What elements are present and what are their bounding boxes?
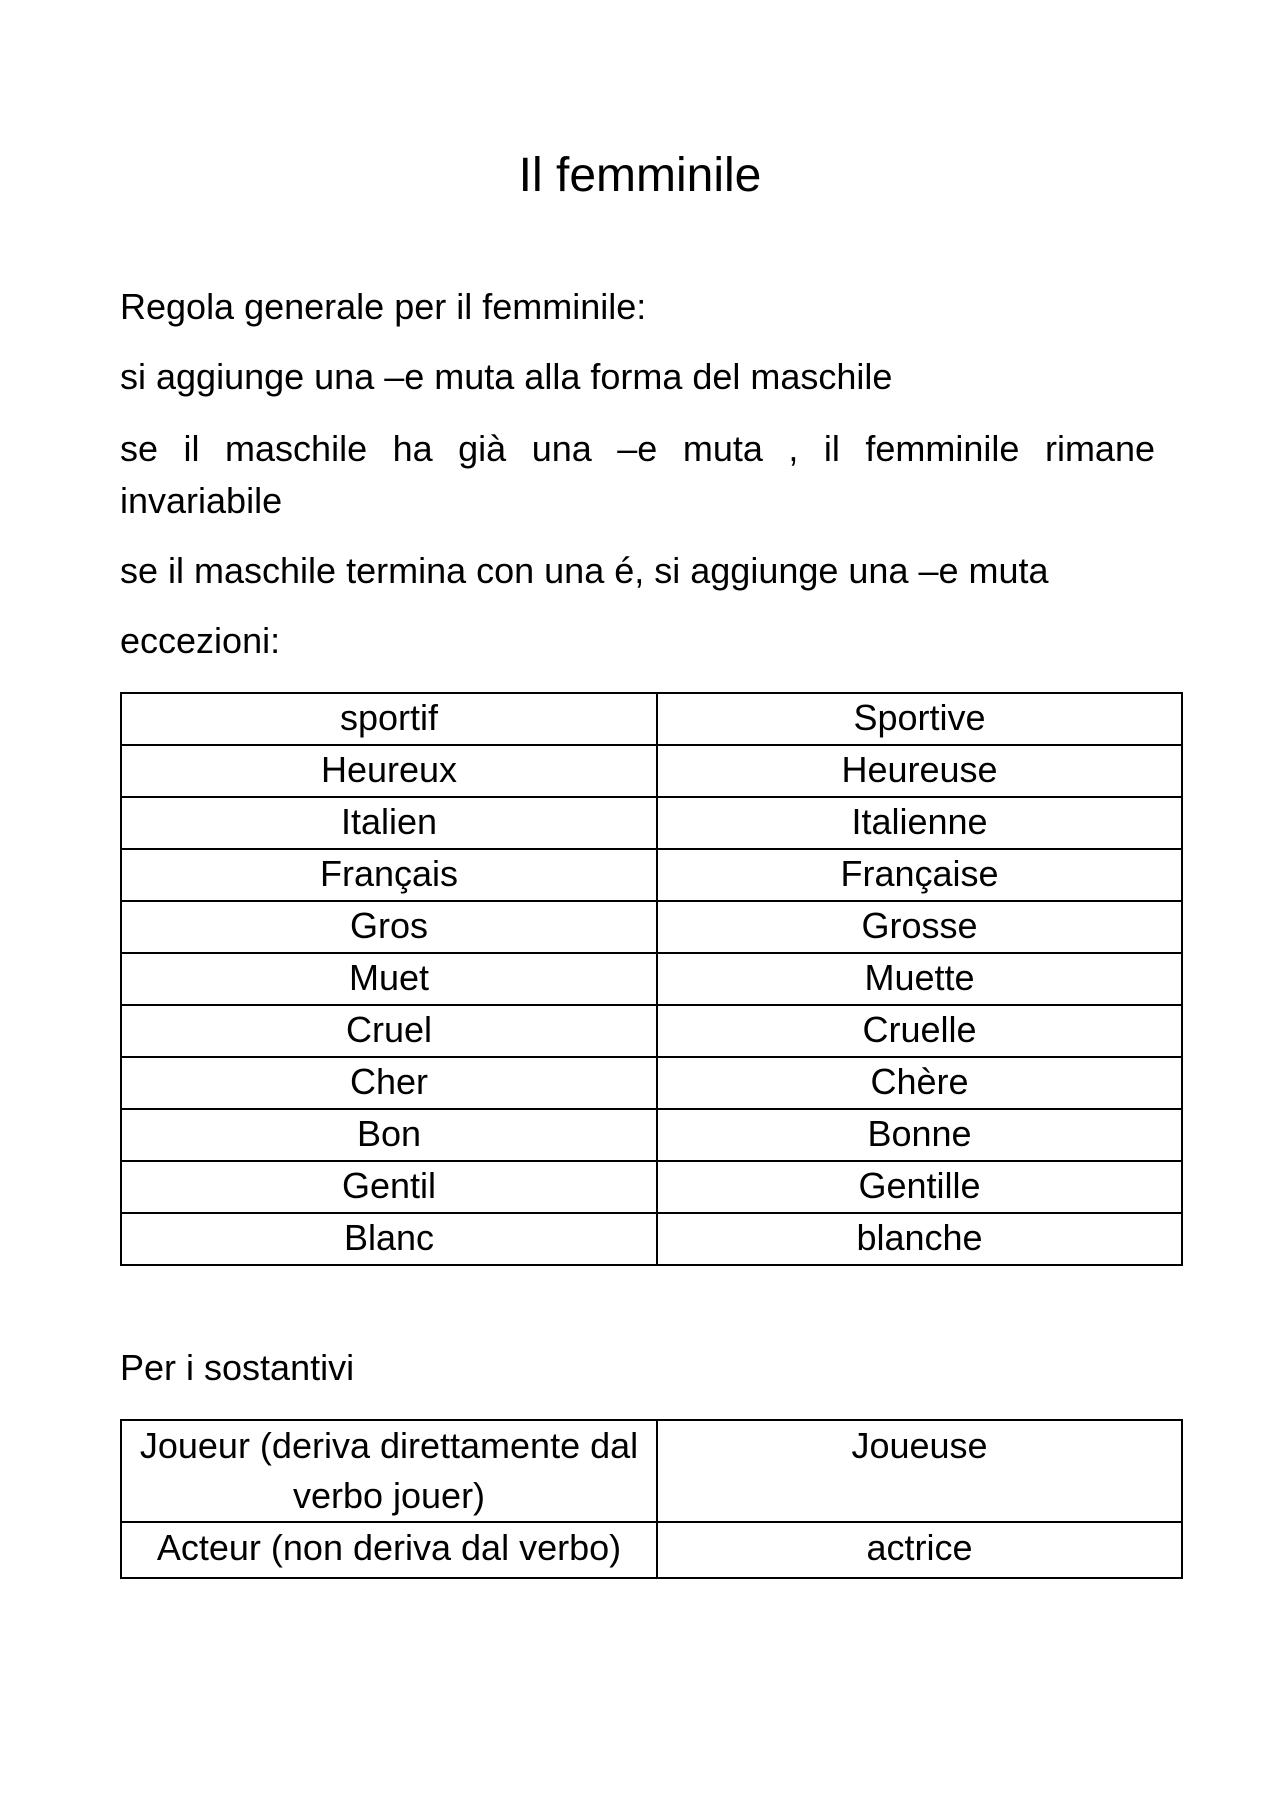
- exceptions-table: [120, 692, 1183, 1266]
- table-row: [121, 1213, 1182, 1265]
- masculine-cell: Gros: [121, 901, 657, 953]
- table-row: [121, 745, 1182, 797]
- table-row: [121, 901, 1182, 953]
- feminine-cell: Chère: [657, 1057, 1182, 1109]
- feminine-cell: Cruelle: [657, 1005, 1182, 1057]
- feminine-cell: Joueuse: [657, 1420, 1182, 1522]
- masculine-cell: Heureux: [121, 745, 657, 797]
- page-title: Il femminile: [518, 149, 762, 202]
- feminine-cell: Sportive: [657, 693, 1182, 745]
- table-row: [121, 1005, 1182, 1057]
- table-row: [121, 797, 1182, 849]
- masculine-cell: Gentil: [121, 1161, 657, 1213]
- feminine-cell: Gentille: [657, 1161, 1182, 1213]
- table-row: [121, 1109, 1182, 1161]
- table-row: [121, 1522, 1182, 1578]
- rule-invariable: se il maschile ha già una –e muta , il femminile rimane invariabile: [120, 428, 1155, 521]
- nouns-heading: Per i sostantivi: [120, 1347, 355, 1388]
- feminine-cell: Bonne: [657, 1109, 1182, 1161]
- table-row: [121, 953, 1182, 1005]
- table-row: [121, 1161, 1182, 1213]
- masculine-cell: sportif: [121, 693, 657, 745]
- rule-general: si aggiunge una –e muta alla forma del maschile: [120, 356, 893, 397]
- masculine-cell: Cruel: [121, 1005, 657, 1057]
- feminine-cell: Française: [657, 849, 1182, 901]
- masculine-cell: Cher: [121, 1057, 657, 1109]
- feminine-cell: Italienne: [657, 797, 1182, 849]
- rule-heading: Regola generale per il femminile:: [120, 286, 647, 327]
- table-row: [121, 693, 1182, 745]
- feminine-cell: blanche: [657, 1213, 1182, 1265]
- masculine-cell: Français: [121, 849, 657, 901]
- feminine-cell: Muette: [657, 953, 1182, 1005]
- table-row: [121, 1420, 1182, 1522]
- masculine-cell: Blanc: [121, 1213, 657, 1265]
- nouns-table: [120, 1419, 1183, 1579]
- masculine-cell: Muet: [121, 953, 657, 1005]
- masculine-cell: Joueur (deriva direttamente dal verbo jouer): [121, 1420, 657, 1522]
- feminine-cell: Grosse: [657, 901, 1182, 953]
- masculine-cell: Acteur (non deriva dal verbo): [121, 1522, 657, 1578]
- feminine-cell: Heureuse: [657, 745, 1182, 797]
- masculine-cell: Italien: [121, 797, 657, 849]
- table-row: [121, 1057, 1182, 1109]
- exceptions-heading: eccezioni:: [120, 620, 281, 661]
- rule-accent: se il maschile termina con una é, si aggiunge una –e muta: [120, 550, 1049, 591]
- feminine-cell: actrice: [657, 1522, 1182, 1578]
- masculine-cell: Bon: [121, 1109, 657, 1161]
- table-row: [121, 849, 1182, 901]
